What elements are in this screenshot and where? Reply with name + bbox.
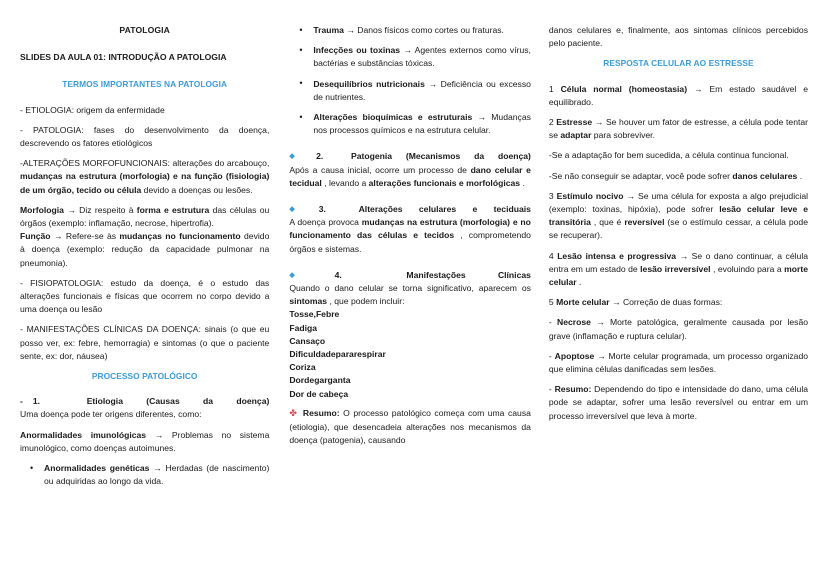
symptom-row xyxy=(289,374,531,387)
lesao-bold-2: lesão irreversível xyxy=(640,263,711,274)
dash-bullet-icon: - xyxy=(548,317,552,328)
paragraph-funcao xyxy=(20,230,269,270)
symptom-mid: para xyxy=(335,349,354,360)
list-item xyxy=(289,111,531,137)
paragraph-manifestacoes-body xyxy=(289,282,531,308)
morte-plain: Correção de duas formas: xyxy=(620,297,723,308)
patogenia-plain-3: . xyxy=(520,177,525,188)
section-heading-termos: TERMOS IMPORTANTES NA PATOLOGIA xyxy=(62,79,228,90)
resumo-text: Dependendo do tipo e intensidade do dano, uma célula pode se adaptar, sofrer uma lesão reversível ou entrar em um processo irreversível que leva à morte. xyxy=(548,384,809,421)
paragraph-fisiopatologia: - FISIOPATOLOGIA: estudo da doença, é o estudo das alterações funcionais e físicas que ocorrem no corpo devido a uma doença ou lesão xyxy=(20,277,270,315)
item-number: 2 xyxy=(548,117,554,128)
manif-bold-1: sintomas xyxy=(289,296,328,307)
bullet-bold-label: Trauma xyxy=(313,25,344,35)
paragraph-morfologia xyxy=(20,204,269,230)
bullet-text: Agentes externos como vírus, bactérias e substâncias tóxicas. xyxy=(313,45,531,69)
item-number: 4 xyxy=(548,250,554,261)
bullet-list-geneticas xyxy=(20,462,269,488)
arrow-icon: → xyxy=(597,350,606,361)
estresse-plain-1: Se houver um fator de estresse, a célula pode tentar se xyxy=(548,117,809,141)
alteracoes-head-line xyxy=(289,203,531,216)
arrow-icon: → xyxy=(679,250,689,261)
lesao-bold-3: morte celular xyxy=(548,263,808,288)
paragraph-continuation: danos celulares e, finalmente, aos sintomas clínicos percebidos pelo paciente. xyxy=(548,25,808,49)
manif-plain-1: Quando o dano celular se torna significativo, aparecem os xyxy=(289,283,531,294)
estresse-bold: Estresse xyxy=(556,117,593,128)
manifestacoes-head-line xyxy=(289,269,531,282)
paragraph-estimulo-nocivo xyxy=(549,190,808,243)
column-one xyxy=(20,24,289,495)
lesao-plain-1: Se o dano continuar, a célula entra em um estado de xyxy=(548,250,809,274)
arrow-icon: → xyxy=(428,78,438,89)
funcao-bold-1: mudanças no funcionamento xyxy=(119,231,241,242)
symptom-row xyxy=(289,388,531,401)
paragraph-manifestacoes-head xyxy=(289,269,531,282)
geneticas-plain: Herdadas (de nascimento) ou adquiridas ao longo da vida. xyxy=(44,463,270,487)
paragraph-patogenia-head xyxy=(289,150,531,163)
paragraph-etiologia-body: Uma doença pode ter origens diferentes, como: xyxy=(20,409,202,420)
section-heading-resposta-celular: RESPOSTA CELULAR AO ESTRESSE xyxy=(603,58,754,69)
symptom-right: respirar xyxy=(353,349,386,360)
morfologia-plain-1: Diz respeito à xyxy=(75,204,137,215)
etiologia-number: 1. xyxy=(32,396,41,407)
item-number: 1 xyxy=(548,83,554,94)
document-subtitle: SLIDES DA AULA 01: INTRODUÇÃO A PATOLOGIA xyxy=(20,52,227,63)
patogenia-number: 2. xyxy=(316,151,324,162)
imunologicas-plain: Problemas no sistema imunológico, como doenças autoimunes. xyxy=(20,429,270,453)
dash-bullet-icon: - xyxy=(20,396,23,407)
bullet-text: Danos físicos como cortes ou fraturas. xyxy=(354,25,504,35)
three-column-layout xyxy=(20,24,808,576)
alteracoes-number: 3. xyxy=(318,204,326,215)
paragraph-estresse xyxy=(549,116,808,142)
apoptose-plain: Morte celular programada, um processo organizado que elimina células danificadas sem lesões. xyxy=(548,350,809,375)
symptom-row xyxy=(289,308,531,321)
paragraph-adaptacao-falha xyxy=(549,170,808,183)
symptom-right: garganta xyxy=(314,375,351,386)
alteracoes-plain-1: A doença provoca xyxy=(289,217,362,228)
paragraph-apoptose xyxy=(549,350,808,376)
etiologia-title: Etiologia (Causas da doença) xyxy=(86,396,270,407)
symptom-left: Tosse, xyxy=(289,309,316,320)
adapt-fail-plain-1: -Se não conseguir se adaptar, você pode sofrer xyxy=(548,170,733,181)
patogenia-bold-2: alterações funcionais e morfológicas xyxy=(368,177,521,188)
morfo-plain-2: devido a doenças ou lesões. xyxy=(141,184,253,195)
manif-plain-2: , que podem incluir: xyxy=(327,296,405,307)
celula-normal-bold: Célula normal (homeostasia) xyxy=(560,83,688,94)
section-heading-processo: PROCESSO PATOLÓGICO xyxy=(91,371,198,382)
arrow-icon: → xyxy=(626,190,636,201)
estimulo-bold-1: Estímulo nocivo xyxy=(556,190,624,201)
paragraph-manifestacoes-clinicas: - MANIFESTAÇÕES CLÍNICAS DA DOENÇA: sinais (o que eu posso ver, ex: febre, hemorragia) e sintomas (o que o paciente sente, ex: dor, náusea) xyxy=(20,324,270,361)
list-item xyxy=(289,44,531,70)
manifestacoes-title: Manifestações Clínicas xyxy=(406,269,531,280)
morfo-bold-1: mudanças na estrutura (morfologia) e na função (fisiologia) de um órgão, tecido ou célula xyxy=(20,171,270,195)
symptom-row xyxy=(289,322,531,335)
symptom-row xyxy=(289,335,531,348)
estimulo-bold-2: lesão celular leve e transitória xyxy=(548,204,808,228)
etiologia-item-head xyxy=(20,395,269,408)
patogenia-bold-1: dano celular e tecidual xyxy=(289,164,531,188)
imunologicas-bold: Anormalidades imunológicas xyxy=(20,429,147,440)
morte-bold: Morte celular xyxy=(556,297,610,308)
symptom-row xyxy=(289,361,531,374)
symptom-left: Fadiga xyxy=(289,322,318,333)
list-item xyxy=(289,78,531,104)
morfologia-plain-2: das células ou órgãos (exemplo: inflamação, necrose, hipertrofia). xyxy=(20,204,270,229)
column-two xyxy=(289,24,549,454)
geneticas-bold: Anormalidades genéticas xyxy=(44,463,150,474)
document-title: PATOLOGIA xyxy=(119,25,170,35)
morfo-plain-1: -ALTERAÇÕES MORFOFUNCIONAIS: alterações do arcabouço, xyxy=(20,158,270,169)
dash-bullet-icon: - xyxy=(548,384,552,395)
estimulo-plain-1: Se uma célula for exposta a algo prejudicial (exemplo: toxinas, hipóxia), pode sofrer xyxy=(548,190,809,215)
bullet-text: Mudanças nos processos químicos e na estrutura celular. xyxy=(313,112,531,136)
patogenia-title: Patogenia (Mecanismos da doença) xyxy=(350,151,531,162)
paragraph-lesao-intensa xyxy=(549,250,808,290)
funcao-term: Função xyxy=(20,231,51,242)
resumo-star-icon: ✤ xyxy=(289,408,297,419)
paragraph-etiologia: - ETIOLOGIA: origem da enfermidade xyxy=(20,104,165,115)
arrow-icon: → xyxy=(154,429,164,440)
necrose-bold: Necrose xyxy=(557,317,591,328)
estresse-bold-2: adaptar xyxy=(560,130,592,141)
diamond-bullet-icon: ◆ xyxy=(289,206,309,214)
lesao-plain-2: , evoluindo para a xyxy=(710,263,785,274)
bullet-bold-label: Alterações bioquímicas e estruturais xyxy=(313,112,473,123)
alteracoes-bold-1: mudanças na estrutura (morfologia) e no funcionamento das células e tecidos xyxy=(289,217,531,241)
paragraph-resumo-col3 xyxy=(549,383,808,423)
item-number: 3 xyxy=(548,190,554,201)
estimulo-plain-2: , que é xyxy=(590,217,625,228)
paragraph-imunologicas xyxy=(20,429,269,455)
arrow-icon: → xyxy=(477,112,487,123)
adapt-fail-plain-2: . xyxy=(797,170,803,181)
dash-bullet-icon: - xyxy=(548,350,552,361)
paragraph-patologia: - PATOLOGIA: fases do desenvolvimento da doença, descrevendo os fatores etiológicos xyxy=(20,124,270,149)
bullet-bold-label: Desequilíbrios nutricionais xyxy=(313,78,425,89)
lesao-plain-3: . xyxy=(576,277,582,288)
resumo-label: Resumo: xyxy=(302,407,340,418)
paragraph-alteracoes-head xyxy=(289,203,531,216)
estresse-plain-2: para sobreviver. xyxy=(591,130,655,141)
symptom-row xyxy=(289,348,531,361)
paragraph-patogenia-body xyxy=(289,164,531,190)
adapt-fail-bold: danos celulares xyxy=(732,170,798,181)
apoptose-bold: Apoptose xyxy=(554,350,595,361)
resumo-label: Resumo: xyxy=(554,384,592,395)
estimulo-plain-3: (se o estímulo cessar, a célula pode se recuperar). xyxy=(548,217,808,241)
lesao-bold-1: Lesão intensa e progressiva xyxy=(557,250,677,261)
bullet-bold-label: Infecções ou toxinas xyxy=(313,45,401,56)
arrow-icon: → xyxy=(693,83,703,94)
symptom-left: Coriza xyxy=(289,362,316,373)
paragraph-celula-normal xyxy=(549,83,808,109)
column-three xyxy=(549,24,808,430)
patogenia-head-line xyxy=(289,150,531,163)
funcao-plain-2: devido à doença (exemplo: redução da capacidade pulmonar na pneumonia). xyxy=(20,231,270,268)
bullet-list-causas xyxy=(289,24,531,137)
arrow-icon: → xyxy=(53,231,63,242)
arrow-icon: → xyxy=(346,25,355,35)
arrow-icon: → xyxy=(611,297,621,308)
arrow-icon: → xyxy=(596,317,605,328)
manifestacoes-number: 4. xyxy=(334,269,342,280)
symptom-right: Febre xyxy=(315,309,340,320)
paragraph-necrose xyxy=(549,316,808,342)
estimulo-bold-3: reversível xyxy=(624,217,665,228)
patogenia-plain-2: , levando a xyxy=(321,177,369,188)
resumo-text: O processo patológico começa com uma causa (etiologia), que desencadeia alterações nos mecanismos da doença (patogenia), causando xyxy=(289,407,531,445)
paragraph-morfofuncionais xyxy=(20,157,269,197)
paragraph-adaptacao-ok: -Se a adaptação for bem sucedida, a célula continua funcional. xyxy=(548,150,789,161)
paragraph-resumo-col2 xyxy=(289,407,531,447)
list-item xyxy=(289,24,531,37)
symptom-list xyxy=(289,308,531,400)
arrow-icon: → xyxy=(153,463,162,474)
item-number: 5 xyxy=(548,297,554,308)
list-item xyxy=(20,462,269,488)
paragraph-alteracoes-body xyxy=(289,216,531,256)
paragraph-morte-celular xyxy=(549,296,808,309)
morfologia-bold-1: forma e estrutura xyxy=(136,204,210,215)
arrow-icon: → xyxy=(67,204,76,215)
paragraph-etiologia-item xyxy=(20,395,269,408)
symptom-left: Cansaço xyxy=(289,335,326,346)
funcao-plain-1: Refere-se às xyxy=(62,231,120,242)
celula-normal-plain: Em estado saudável e equilibrado. xyxy=(548,83,808,107)
alteracoes-plain-2: , comprometendo órgãos e sistemas. xyxy=(289,230,531,254)
symptom-left: Dor de cabeça xyxy=(289,388,349,399)
bullet-text: Deficiência ou excesso de nutrientes. xyxy=(313,78,531,102)
diamond-bullet-icon: ◆ xyxy=(289,153,307,161)
morfologia-term: Morfologia xyxy=(20,204,64,215)
symptom-left: Dor xyxy=(289,375,305,386)
diamond-bullet-icon: ◆ xyxy=(289,271,325,279)
arrow-icon: → xyxy=(594,117,604,128)
patogenia-plain-1: Após a causa inicial, ocorre um processo de xyxy=(289,164,471,175)
necrose-plain: Morte patológica, geralmente causada por lesão grave (inflamação e ruptura celular). xyxy=(548,317,809,341)
alteracoes-title: Alterações celulares e teciduais xyxy=(358,204,531,215)
symptom-mid: de xyxy=(304,375,315,386)
symptom-left: Dificuldade xyxy=(289,349,336,360)
arrow-icon: → xyxy=(403,45,412,56)
